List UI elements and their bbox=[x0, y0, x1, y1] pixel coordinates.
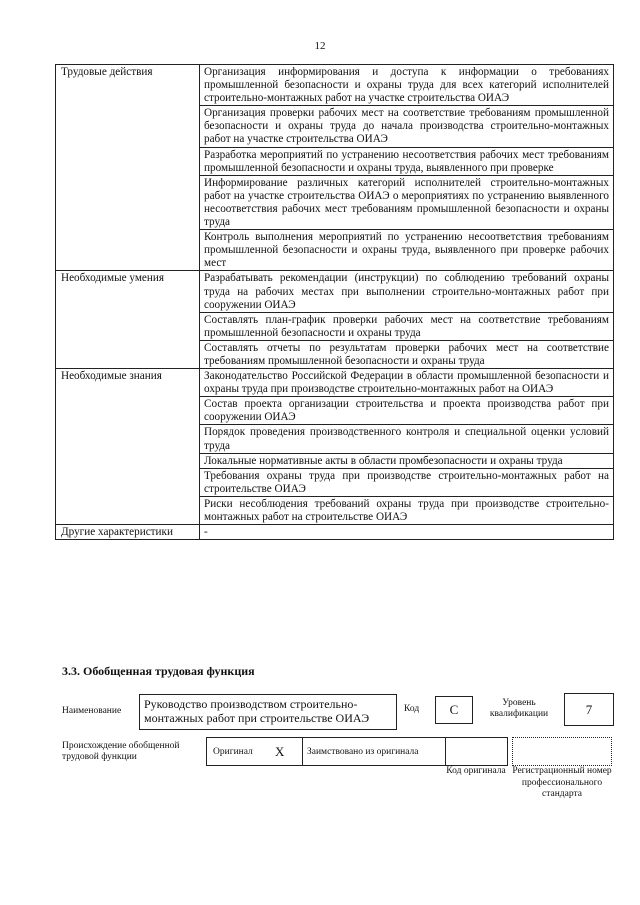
level-label: Уровень квалификации bbox=[489, 698, 549, 719]
row-value: Состав проекта организации строительства и проекта производства работ при сооружении ОИАЭ bbox=[200, 397, 614, 425]
row-value: Риски несоблюдения требований охраны труда при производстве строительно-монтажных работ на строительстве ОИАЭ bbox=[200, 496, 614, 524]
row-value: Разрабатывать рекомендации (инструкции) по соблюдению требований охраны труда на рабочих местах при выполнении строительно-монтажных работ при сооружении ОИАЭ bbox=[200, 271, 614, 312]
reg-number-box bbox=[512, 737, 612, 766]
requirements-table bbox=[55, 64, 614, 540]
code-original-label: Код оригинала bbox=[446, 766, 506, 776]
code-value: C bbox=[435, 696, 473, 724]
original-label: Оригинал bbox=[213, 747, 253, 757]
row-value: Составлять план-график проверки рабочих мест на соответствие требованиям промышленной безопасности и охраны труда bbox=[200, 312, 614, 340]
table-row bbox=[56, 525, 614, 540]
function-name-value: Руководство производством строительно-монтажных работ при строительстве ОИАЭ bbox=[139, 694, 397, 730]
row-value: - bbox=[200, 525, 614, 540]
row-value: Законодательство Российской Федерации в области промышленной безопасности и охраны труда при производстве строительно-монтажных работ на ОИАЭ bbox=[200, 369, 614, 397]
row-header: Необходимые умения bbox=[56, 271, 200, 369]
original-mark: X bbox=[275, 744, 285, 759]
section-title: 3.3. Обобщенная трудовая функция bbox=[62, 664, 255, 678]
borrowed-label: Заимствовано из оригинала bbox=[307, 747, 419, 757]
table-row bbox=[56, 271, 614, 312]
reg-number-label: Регистрационный номер профессионального стандарта bbox=[512, 766, 612, 799]
row-value: Разработка мероприятий по устранению несоответствия рабочих мест требованиям промышленной безопасности и охраны труда, выявленного при проверке bbox=[200, 147, 614, 175]
row-value: Составлять отчеты по результатам проверки рабочих мест на соответствие требованиям промышленной безопасности и охраны труда bbox=[200, 340, 614, 368]
origin-divider bbox=[302, 738, 303, 765]
row-value: Контроль выполнения мероприятий по устранению несоответствия требованиям промышленной безопасности и охраны труда, выявленного при проверке рабочих мест bbox=[200, 230, 614, 271]
row-header: Другие характеристики bbox=[56, 525, 200, 540]
row-value: Организация проверки рабочих мест на соответствие требованиям промышленной безопасности и охраны труда до начала производства строительно-монтажных работ на участке строительства ОИАЭ bbox=[200, 106, 614, 147]
row-header: Трудовые действия bbox=[56, 65, 200, 271]
row-value: Организация информирования и доступа к информации о требованиях промышленной безопасности и охраны труда для всех категорий исполнителей строительно-монтажных работ на участке строительства ОИАЭ bbox=[200, 65, 614, 106]
row-value: Порядок проведения производственного контроля и специальной оценки условий труда bbox=[200, 425, 614, 453]
row-value: Требования охраны труда при производстве строительно-монтажных работ на строительстве ОИАЭ bbox=[200, 468, 614, 496]
name-label: Наименование bbox=[62, 706, 122, 716]
level-value: 7 bbox=[564, 693, 614, 726]
row-value: Информирование различных категорий исполнителей строительно-монтажных работ на участке строительства ОИАЭ о мероприятиях по устранению выявленного несоответствия рабочих мест требованиям промышленной безопасности и охраны труда bbox=[200, 175, 614, 229]
row-header: Необходимые знания bbox=[56, 369, 200, 525]
origin-label: Происхождение обобщенной трудовой функции bbox=[62, 741, 180, 762]
table-row bbox=[56, 65, 614, 106]
origin-divider bbox=[445, 738, 446, 765]
row-value: Локальные нормативные акты в области промбезопасности и охраны труда bbox=[200, 453, 614, 468]
table-row bbox=[56, 369, 614, 397]
page-number: 12 bbox=[314, 40, 326, 52]
origin-row bbox=[206, 737, 508, 766]
code-label: Код bbox=[404, 704, 420, 714]
